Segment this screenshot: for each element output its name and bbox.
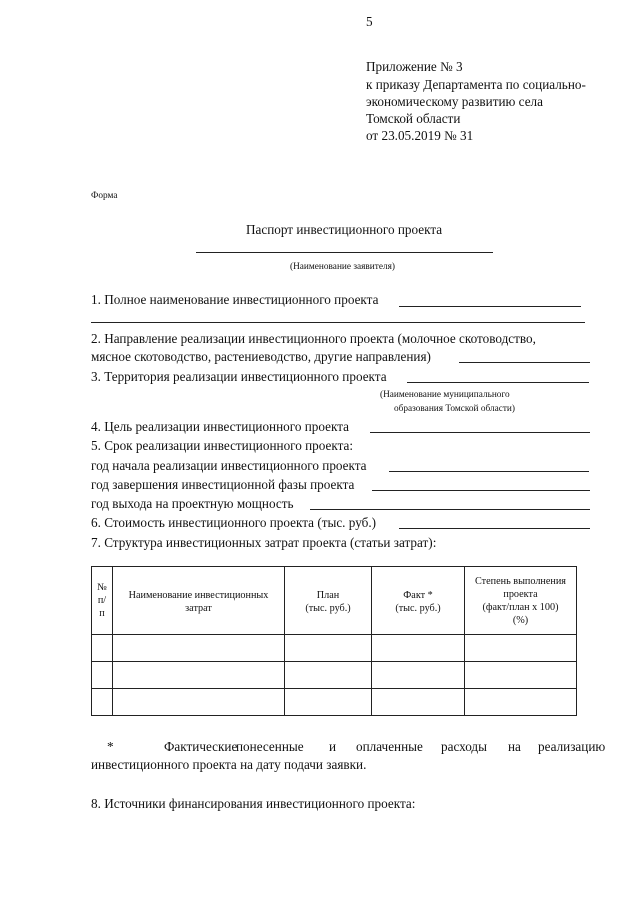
table-cell <box>465 635 577 662</box>
appendix-line: от 23.05.2019 № 31 <box>366 128 474 143</box>
applicant-blank-line <box>196 252 493 253</box>
header-completion-degree: Степень выполнения проекта (факт/план х 100) (%) <box>465 567 577 635</box>
item-5-capacity-blank-line <box>310 509 590 510</box>
table-cell <box>372 662 465 689</box>
item-6-blank-line <box>399 528 590 529</box>
item-3-caption: образования Томской области) <box>394 404 515 414</box>
table-cell <box>285 662 372 689</box>
table-row <box>92 662 577 689</box>
footnote-word: Фактические <box>164 739 238 754</box>
item-1-blank-line-2 <box>91 322 585 323</box>
table-header-row <box>92 567 577 635</box>
appendix-line: к приказу Департамента по социально- <box>366 77 586 92</box>
form-label: Форма <box>91 191 118 201</box>
item-2-blank-line <box>459 362 590 363</box>
item-5-label: 5. Срок реализации инвестиционного проекта: <box>91 438 354 453</box>
page-number: 5 <box>366 14 373 29</box>
appendix-line: Приложение № 3 <box>366 59 463 74</box>
footnote-word: расходы <box>441 739 488 754</box>
item-2-label: 2. Направление реализации инвестиционного проекта (молочное скотоводство, <box>91 331 536 346</box>
item-7-label: 7. Структура инвестиционных затрат проекта (статьи затрат): <box>91 535 437 550</box>
item-3-blank-line <box>407 382 589 383</box>
table-cell <box>113 662 285 689</box>
table-cell <box>92 662 113 689</box>
header-fact: Факт * (тыс. руб.) <box>372 567 465 635</box>
item-5-end-label: год завершения инвестиционной фазы проекта <box>91 477 355 492</box>
footnote-word: реализацию <box>538 739 606 754</box>
item-1-blank-line <box>399 306 581 307</box>
document-title: Паспорт инвестиционного проекта <box>246 222 443 237</box>
footnote-word: оплаченные <box>356 739 423 754</box>
table-row <box>92 689 577 716</box>
item-8-label: 8. Источники финансирования инвестиционного проекта: <box>91 796 416 811</box>
item-3-caption: (Наименование муниципального <box>380 390 510 400</box>
item-5-end-blank-line <box>372 490 590 491</box>
footnote-star: * <box>107 739 114 754</box>
table-cell <box>113 635 285 662</box>
item-5-start-label: год начала реализации инвестиционного проекта <box>91 458 367 473</box>
item-4-blank-line <box>370 432 590 433</box>
table-cell <box>285 635 372 662</box>
item-6-label: 6. Стоимость инвестиционного проекта (тыс. руб.) <box>91 515 377 530</box>
table-cell <box>372 635 465 662</box>
applicant-caption: (Наименование заявителя) <box>290 262 395 272</box>
investment-costs-table <box>91 566 577 716</box>
header-plan: План (тыс. руб.) <box>285 567 372 635</box>
footnote-word: и <box>329 739 337 754</box>
header-number: № п/ п <box>92 567 113 635</box>
table-cell <box>285 689 372 716</box>
footnote-word: понесенные <box>236 739 304 754</box>
item-5-capacity-label: год выхода на проектную мощность <box>91 496 294 511</box>
table-row <box>92 635 577 662</box>
table-cell <box>92 689 113 716</box>
table-cell <box>92 635 113 662</box>
item-5-start-blank-line <box>389 471 589 472</box>
table-cell <box>465 689 577 716</box>
item-4-label: 4. Цель реализации инвестиционного проекта <box>91 419 349 434</box>
header-cost-name: Наименование инвестиционных затрат <box>113 567 285 635</box>
table-cell <box>372 689 465 716</box>
footnote-line-2: инвестиционного проекта на дату подачи заявки. <box>91 757 367 772</box>
item-3-label: 3. Территория реализации инвестиционного проекта <box>91 369 387 384</box>
table-cell <box>465 662 577 689</box>
appendix-line: Томской области <box>366 111 461 126</box>
table-cell <box>113 689 285 716</box>
appendix-line: экономическому развитию села <box>366 94 543 109</box>
item-1-label: 1. Полное наименование инвестиционного проекта <box>91 292 379 307</box>
item-2-label-cont: мясное скотоводство, растениеводство, другие направления) <box>91 349 431 364</box>
footnote-word: на <box>508 739 521 754</box>
